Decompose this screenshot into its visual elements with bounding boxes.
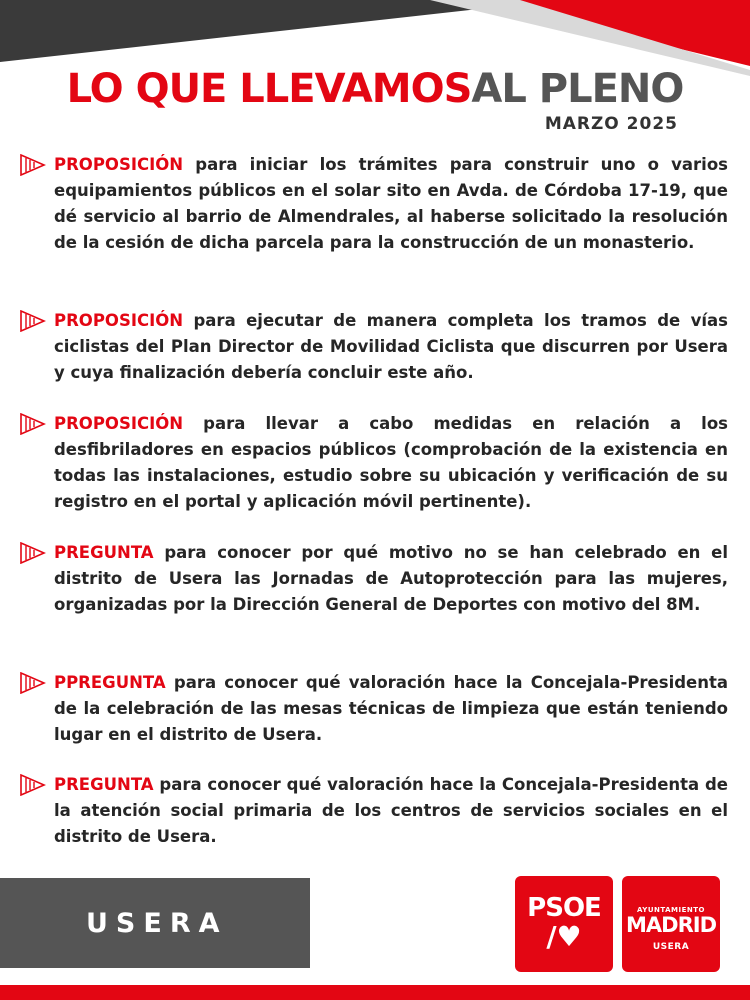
madrid-logo [622,876,720,972]
psoe-logo [515,876,613,972]
madrid-logo-top: AYUNTAMIENTO [637,906,705,914]
arrow-bullet-icon [20,310,46,332]
madrid-logo-main: MADRID [626,913,716,937]
arrow-bullet-icon [20,774,46,796]
item-text [54,772,728,850]
arrow-bullet-icon [20,154,46,176]
item-body: para conocer por qué motivo no se han celebrado en el distrito de Usera las Jornadas de Autoprotección para las mujeres, organizadas por la Dirección General de Deportes con motivo del 8M. [54,543,728,614]
bottom-bar [0,985,750,1000]
item-text [54,411,728,515]
madrid-logo-bottom: USERA [652,942,690,952]
item-text [54,308,728,386]
district-banner [0,878,310,968]
list-item [20,670,728,748]
item-text [54,670,728,748]
list-item [20,308,728,386]
item-body: para conocer qué valoración hace la Concejala-Presidenta de la atención social primaria de los centros de servicios sociales en el distrito de Usera. [54,775,728,846]
item-keyword: PPREGUNTA [54,673,166,692]
item-text [54,540,728,618]
item-body: para conocer qué valoración hace la Concejala-Presidenta de la celebración de las mesas técnicas de limpieza que están teniendo lugar en el distrito de Usera. [54,673,728,744]
item-keyword: PREGUNTA [54,775,154,794]
item-body: para ejecutar de manera completa los tramos de vías ciclistas del Plan Director de Movilidad Ciclista que discurren por Usera y cuya finalización debería concluir este año. [54,311,728,382]
page-title [0,66,750,112]
item-text [54,152,728,256]
title-part-red: LO QUE LLEVAMOS [66,66,472,112]
district-label: USERA [86,907,228,939]
psoe-heart-icon: /♥ [546,920,582,953]
list-item [20,540,728,618]
arrow-bullet-icon [20,542,46,564]
item-keyword: PROPOSICIÓN [54,311,184,330]
item-keyword: PROPOSICIÓN [54,414,184,433]
item-body: para iniciar los trámites para construir uno o varios equipamientos públicos en el solar sito en Avda. de Córdoba 17-19, que dé servicio al barrio de Almendrales, al haberse solicitado la resolución de la cesión de dicha parcela para la construcción de un monasterio. [54,155,728,252]
title-part-gray: AL PLENO [471,66,684,112]
arrow-bullet-icon [20,672,46,694]
arrow-bullet-icon [20,413,46,435]
list-item [20,772,728,850]
psoe-logo-text: PSOE [527,893,601,923]
list-item [20,152,728,256]
item-keyword: PREGUNTA [54,543,154,562]
date-subtitle: MARZO 2025 [544,114,678,134]
item-body: para llevar a cabo medidas en relación a los desfibriladores en espacios públicos (comprobación de la existencia en todas las instalaciones, estudio sobre su ubicación y verificación de su registro en el portal y aplicación móvil pertinente). [54,414,728,511]
list-item [20,411,728,515]
item-keyword: PROPOSICIÓN [54,155,184,174]
